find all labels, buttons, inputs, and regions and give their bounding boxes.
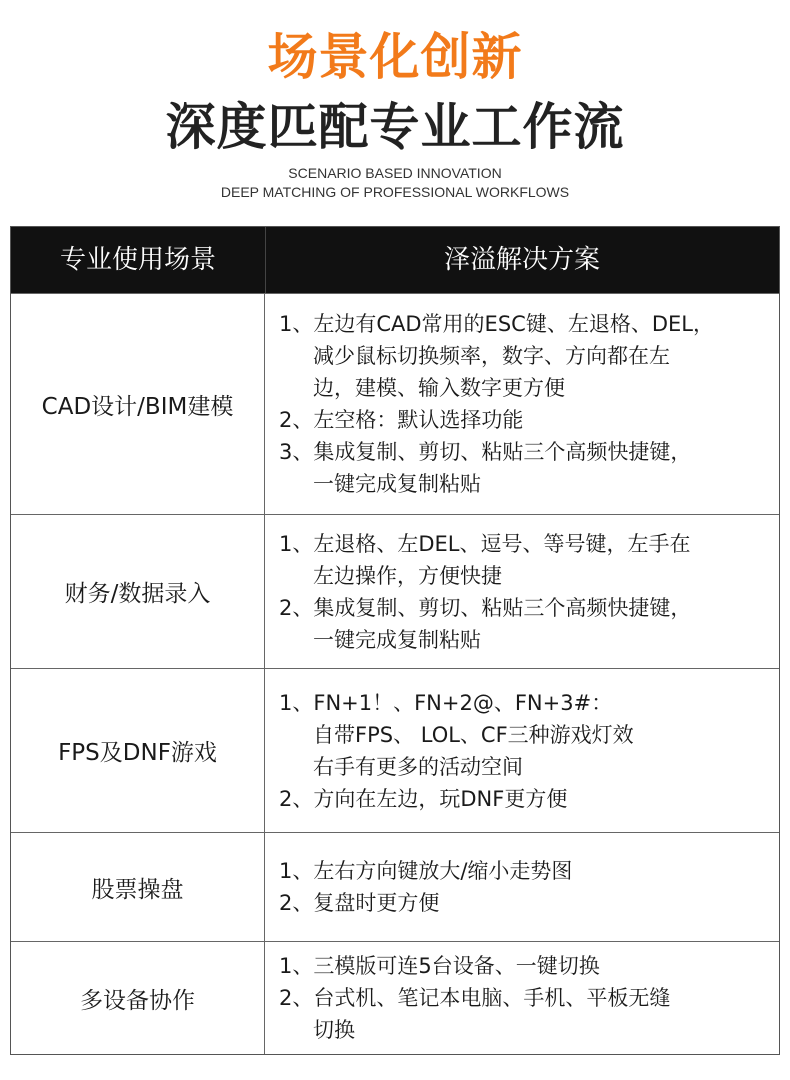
scene-cell: FPS及DNF游戏: [11, 669, 265, 832]
english-tagline-1: SCENARIO BASED INNOVATION: [288, 165, 502, 181]
solution-cell: [265, 515, 779, 668]
table-row: [11, 832, 779, 941]
table-row: [11, 293, 779, 514]
solution-line: 一键完成复制粘贴: [313, 627, 481, 652]
solution-line: 右手有更多的活动空间: [313, 754, 523, 779]
solution-line: 2、台式机、笔记本电脑、手机、平板无缝: [279, 986, 671, 1010]
solution-line: 2、左空格：默认选择功能: [279, 408, 524, 432]
solution-line: 2、集成复制、剪切、粘贴三个高频快捷键，: [279, 595, 692, 620]
solution-line: 自带FPS、 LOL、CF三种游戏灯效: [313, 722, 634, 747]
solution-line: 1、左右方向键放大/缩小走势图: [279, 859, 573, 883]
solution-line: 1、三模版可连5台设备、一键切换: [279, 954, 600, 978]
scenario-table: [10, 226, 780, 1055]
solution-cell: [265, 669, 779, 832]
solution-line: 3、集成复制、剪切、粘贴三个高频快捷键，: [279, 440, 692, 464]
solution-cell: [265, 833, 779, 941]
page-title: 场景化创新: [267, 28, 523, 86]
solution-cell: [265, 942, 779, 1054]
solution-line: 一键完成复制粘贴: [313, 472, 481, 496]
solution-line: 1、左边有CAD常用的ESC键、左退格、DEL，: [279, 312, 714, 336]
solution-cell: [265, 294, 779, 514]
scene-cell: CAD设计/BIM建模: [11, 294, 265, 514]
scene-cell: 多设备协作: [11, 942, 265, 1054]
solution-line: 1、FN+1！、FN+2@、FN+3#：: [279, 690, 613, 715]
table-row: [11, 941, 779, 1054]
column-header-solution: 泽溢解决方案: [443, 245, 600, 275]
solution-line: 减少鼠标切换频率，数字、方向都在左: [313, 344, 670, 368]
page-subtitle: 深度匹配专业工作流: [165, 98, 625, 156]
solution-line: 1、左退格、左DEL、逗号、等号键，左手在: [279, 531, 691, 556]
column-header-scenario: 专业使用场景: [59, 245, 216, 275]
solution-line: 2、方向在左边，玩DNF更方便: [279, 786, 568, 811]
table-header: [11, 227, 779, 293]
english-tagline-2: DEEP MATCHING OF PROFESSIONAL WORKFLOWS: [220, 184, 570, 200]
solution-line: 切换: [313, 1018, 355, 1042]
table-row: [11, 668, 779, 832]
scene-cell: 股票操盘: [11, 833, 265, 941]
solution-line: 2、复盘时更方便: [279, 891, 440, 915]
table-row: [11, 514, 779, 668]
scene-cell: 财务/数据录入: [11, 515, 265, 668]
solution-line: 边，建模、输入数字更方便: [313, 376, 565, 400]
solution-line: 左边操作，方便快捷: [313, 563, 502, 588]
